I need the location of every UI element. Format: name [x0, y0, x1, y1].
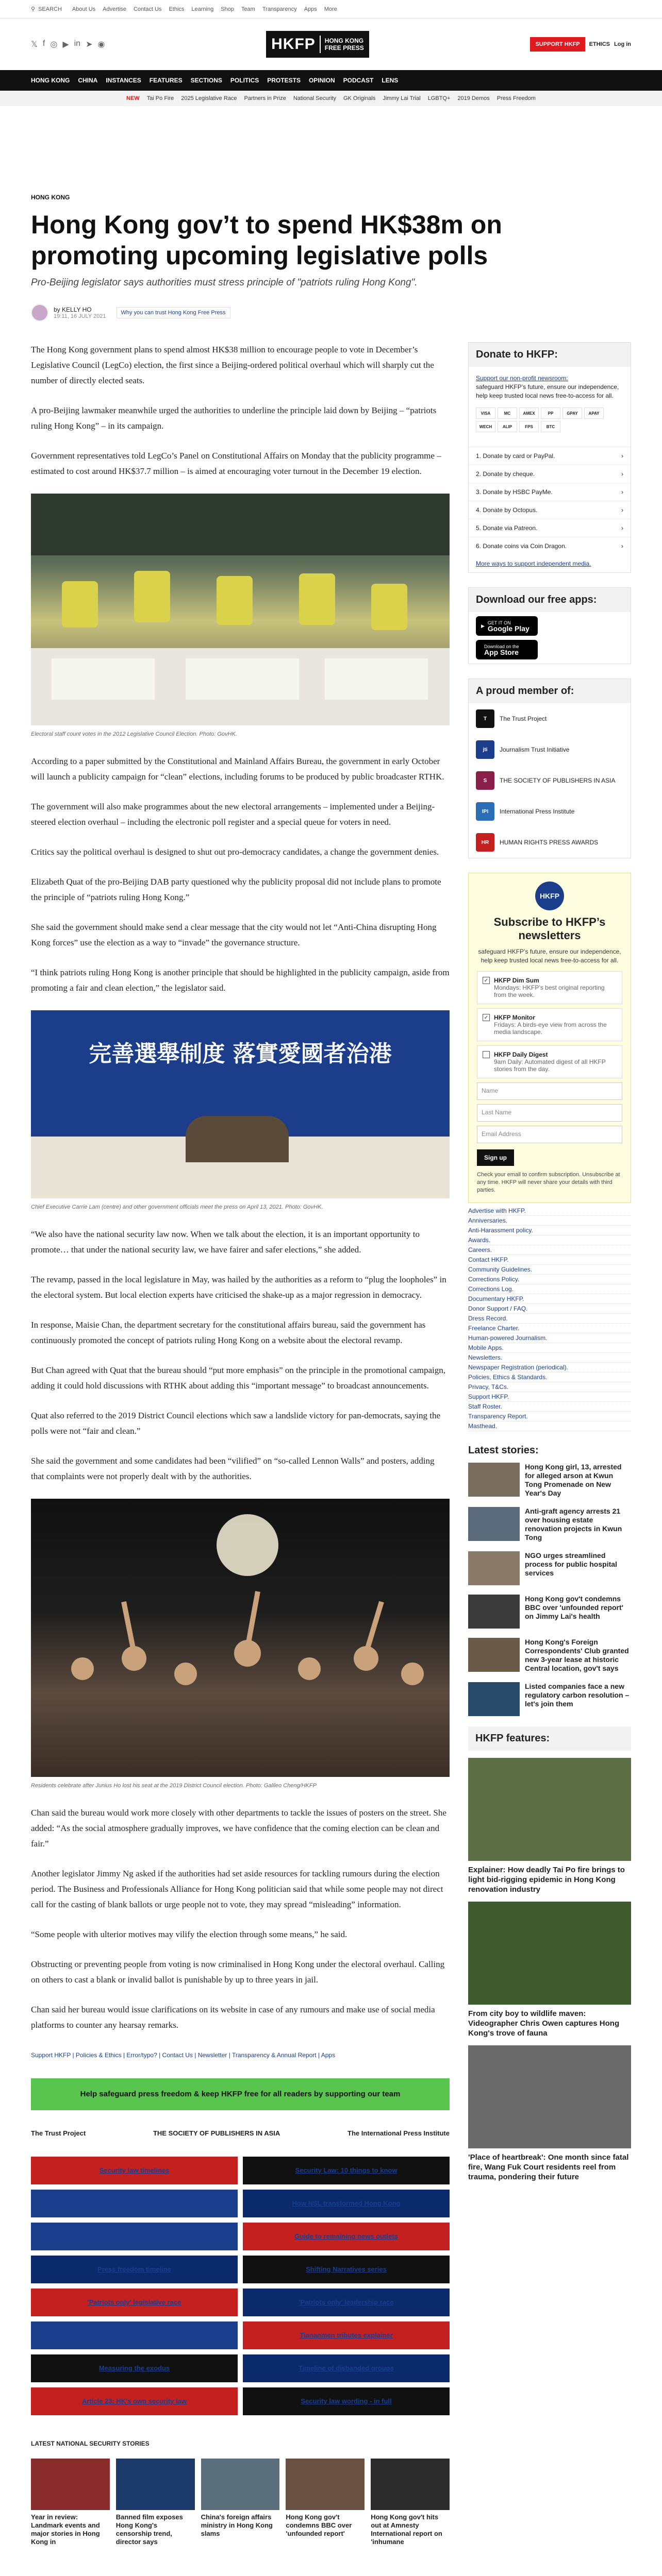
- utility-link[interactable]: Advertise: [103, 6, 127, 12]
- app-store-button[interactable]: Download on the App Store: [476, 640, 538, 659]
- publish-date: 19:11, 16 JULY 2021: [54, 313, 106, 319]
- donate-title: Donate to HKFP:: [469, 343, 631, 367]
- paragraph: In response, Maisie Chan, the department secretary for the constitutional affairs bureau, said the government has continuously promoted the concept of patriots ruling Hong Kong on a website about the electoral revamp.: [31, 1320, 426, 1345]
- tag-button[interactable]: New legal precedents under NSL: [31, 2223, 238, 2250]
- email-field[interactable]: Email Address: [477, 1126, 622, 1143]
- story-thumb: [468, 1595, 520, 1629]
- checkbox[interactable]: ✓: [483, 977, 490, 984]
- story-thumb: [468, 1682, 520, 1716]
- paragraph: She said the government and some candidates had been “vilified” on “so-called Lennon Walls” and posters, adding that complaints were not properly dealt with by the authorities.: [31, 1456, 435, 1481]
- payment-icon: VISA: [476, 408, 495, 419]
- why-trust-link[interactable]: Why you can trust Hong Kong Free Press: [117, 307, 230, 318]
- list-link[interactable]: Transparency Report.: [468, 1412, 631, 1421]
- list-link[interactable]: Community Guidelines.: [468, 1265, 631, 1275]
- telegram-icon[interactable]: ➤: [86, 40, 93, 49]
- payment-methods: [476, 408, 623, 432]
- donate-option[interactable]: 4. Donate by Octopus. ›: [469, 501, 631, 519]
- trending-link[interactable]: 2019 Demos: [457, 95, 490, 101]
- page-wrap: [31, 194, 631, 2546]
- trending-link[interactable]: GK Originals: [343, 95, 376, 101]
- explainer-tags: [31, 2157, 450, 2415]
- tag-button[interactable]: Security law timelines: [31, 2157, 238, 2184]
- features-title: HKFP features:: [468, 1726, 631, 1751]
- story-thumb: [468, 1551, 520, 1585]
- latest-title: Latest stories:: [468, 1445, 539, 1456]
- latest-story[interactable]: Hong Kong's Foreign Correspondents' Club granted new 3-year lease at historic Central location, gov't says: [468, 1638, 631, 1673]
- story-thumb: [468, 1463, 520, 1497]
- list-link[interactable]: Documentary HKFP.: [468, 1294, 631, 1304]
- feature-image: [468, 1758, 631, 1861]
- linkedin-icon[interactable]: in: [74, 39, 81, 48]
- feature-image: [468, 2045, 631, 2148]
- latest-story[interactable]: Hong Kong girl, 13, arrested for alleged arson at Kwun Tong Promenade on New Year's Day: [468, 1463, 631, 1498]
- photo-banner-text: 完善選舉制度 落實愛國者治港: [89, 1041, 392, 1067]
- lns-card[interactable]: [286, 2459, 365, 2546]
- newsletter-text: safeguard HKFP’s future, ensure our independence, help keep trusted local news free-to-access for all.: [478, 948, 621, 964]
- utility-link[interactable]: Team: [241, 6, 255, 12]
- utility-link[interactable]: More: [324, 6, 337, 12]
- photo-caption: Chief Executive Carrie Lam (centre) and other government officials meet the press on April 13, 2021. Photo: GovHK.: [31, 1204, 323, 1210]
- nav-item[interactable]: LENS: [382, 77, 399, 84]
- latest-story[interactable]: Listed companies face a new regulatory carbon resolution – let's join them: [468, 1682, 631, 1716]
- list-link[interactable]: Contact HKFP.: [468, 1255, 631, 1265]
- tag-button[interactable]: Guide to remaining news outlets: [243, 2223, 450, 2250]
- feature-card[interactable]: Explainer: How deadly Tai Po fire brings to light bid-rigging epidemic in Hong Kong renovation industry: [468, 1758, 631, 1894]
- ethics-link[interactable]: ETHICS: [589, 41, 610, 47]
- trending-link[interactable]: 2025 Legislative Race: [181, 95, 237, 101]
- checkbox[interactable]: ✓: [483, 1014, 490, 1021]
- trending-link[interactable]: Tai Po Fire: [146, 95, 174, 101]
- feature-card[interactable]: 'Place of heartbreak': One month since fatal fire, Wang Fuk Court residents reel from trauma, pondering their future: [468, 2045, 631, 2182]
- list-link[interactable]: Newspaper Registration (periodical).: [468, 1363, 631, 1372]
- paragraph: According to a paper submitted by the Constitutional and Mainland Affairs Bureau, the government in early October will launch a publicity campaign for “clean” elections, including forums to be produced by public broadcaster RTHK.: [31, 756, 444, 782]
- photo-caption: Electoral staff count votes in the 2012 Legislative Council Election. Photo: GovHK.: [31, 731, 237, 737]
- sidebar: [468, 342, 631, 2546]
- lns-thumb: [286, 2459, 365, 2510]
- list-link[interactable]: Freelance Charter.: [468, 1324, 631, 1333]
- lns-card[interactable]: [201, 2459, 280, 2546]
- paragraph: A pro-Beijing lawmaker meanwhile urged the authorities to underline the principle laid down by Beijing – “patriots ruling Hong Kong” – in its campaign.: [31, 405, 437, 431]
- chevron-right-icon: ›: [621, 470, 623, 478]
- paragraph: “Some people with ulterior motives may vilify the election through some means,” he said.: [31, 1929, 347, 1939]
- list-link[interactable]: Masthead.: [468, 1421, 631, 1431]
- trending-bar: [0, 91, 662, 106]
- tag-button[interactable]: Security law wording - in full: [243, 2387, 450, 2415]
- article-subtitle: Pro-Beijing legislator says authorities must stress principle of "patriots ruling Hong Kong".: [31, 277, 418, 288]
- donate-box: [468, 342, 631, 573]
- instagram-icon[interactable]: ◎: [50, 40, 58, 49]
- newsletter-option[interactable]: ✓ HKFP Monitor Fridays: A birds-eye view from across the media landscape.: [477, 1008, 622, 1041]
- photo-illustration: [31, 1499, 450, 1777]
- sopa-icon: S: [476, 771, 494, 790]
- donate-option[interactable]: 1. Donate by card or PayPal. ›: [469, 447, 631, 465]
- main-nav: [0, 70, 662, 91]
- search-icon: ⚲: [31, 6, 36, 12]
- facebook-icon[interactable]: f: [42, 39, 45, 48]
- member-logo[interactable]: HR HUMAN RIGHTS PRESS AWARDS: [469, 827, 631, 858]
- utility-link[interactable]: Apps: [304, 6, 317, 12]
- utility-link[interactable]: Ethics: [169, 6, 185, 12]
- hrpa-icon: HR: [476, 833, 494, 852]
- jti-icon: jti: [476, 740, 494, 759]
- list-link[interactable]: Careers.: [468, 1245, 631, 1255]
- paragraph: The revamp, passed in the local legislature in May, was hailed by the authorities as a reform to “plug the loopholes” in the electoral system. But local election experts have criticised the shake-up as a major regression in democracy.: [31, 1275, 446, 1300]
- chevron-right-icon: ›: [621, 524, 623, 532]
- trending-link[interactable]: Partners in Prize: [244, 95, 286, 101]
- apps-box: [468, 587, 631, 664]
- more-ways-link[interactable]: More ways to support independent media.: [476, 560, 591, 567]
- payment-icon: WECH: [476, 421, 495, 432]
- lns-title: China's foreign affairs ministry in Hong Kong slams: [201, 2513, 273, 2537]
- social-icons: [31, 39, 105, 49]
- chevron-right-icon: ›: [621, 506, 623, 514]
- list-link[interactable]: Privacy, T&Cs.: [468, 1382, 631, 1392]
- paragraph: Chan said the bureau would work more closely with other departments to tackle the issues of posters on the street. She added: “As the social atmosphere gradually improves, we have confidence that the coming election can be clean and fair.”: [31, 1808, 446, 1849]
- list-link[interactable]: Policies, Ethics & Standards.: [468, 1372, 631, 1382]
- payment-icon: PP: [541, 408, 560, 419]
- payment-icon: GPAY: [562, 408, 582, 419]
- lns-card[interactable]: [31, 2459, 110, 2546]
- trust-project-icon: T: [476, 709, 494, 728]
- article-category[interactable]: HONG KONG: [31, 194, 70, 201]
- utility-link[interactable]: Transparency: [262, 6, 297, 12]
- tag-button[interactable]: Security Law: 10 things to know: [243, 2157, 450, 2184]
- lns-thumb: [116, 2459, 195, 2510]
- article-body: [31, 342, 450, 2546]
- list-link[interactable]: Mobile Apps.: [468, 1343, 631, 1353]
- author-avatar: [31, 304, 48, 321]
- paragraph: “We also have the national security law now. When we talk about the election, it is an important opportunity to promote… that under the national security law, we have fairer and safer elections,” she added.: [31, 1229, 420, 1255]
- hkfp-logo-icon: HKFP: [535, 882, 564, 910]
- checkbox[interactable]: [483, 1051, 490, 1058]
- youtube-icon[interactable]: ▶: [62, 40, 69, 49]
- partner-logos: [31, 2121, 450, 2157]
- chevron-right-icon: ›: [621, 488, 623, 496]
- partner-sopa[interactable]: THE SOCIETY OF PUBLISHERS IN ASIA: [153, 2129, 280, 2137]
- tag-button[interactable]: Press freedom timeline: [31, 2256, 238, 2283]
- article-photo-vote-count: [31, 494, 450, 725]
- paragraph: Another legislator Jimmy Ng asked if the authorities had set aside resources for tackling rumours during the election period. The Business and Professionals Alliance for Hong Kong politician said that while some people may not direct call for the casting of blank ballots or urge people not to vote, they may spread “misleading” information.: [31, 1869, 443, 1909]
- chevron-right-icon: ›: [621, 452, 623, 460]
- apps-title: Download our free apps:: [469, 588, 631, 612]
- x-icon[interactable]: 𝕏: [31, 40, 38, 49]
- paragraph: Chan said her bureau would issue clarifications on its website in case of any rumours and make use of social media platforms to counter any hearsay remarks.: [31, 2005, 435, 2030]
- payment-icon: ALIP: [498, 421, 517, 432]
- list-link[interactable]: Anti-Harassment policy.: [468, 1226, 631, 1235]
- partner-trust-project[interactable]: The Trust Project: [31, 2129, 86, 2137]
- latest-story[interactable]: NGO urges streamlined process for public hospital services: [468, 1551, 631, 1585]
- article-title: Hong Kong gov’t to spend HK$38m on promoting upcoming legislative polls: [31, 210, 502, 270]
- tag-button[interactable]: Article 23: HK's own security law: [31, 2387, 238, 2415]
- donate-option[interactable]: 2. Donate by cheque. ›: [469, 465, 631, 483]
- feature-image: [468, 1902, 631, 2005]
- nav-item[interactable]: PROTESTS: [267, 77, 301, 84]
- lns-card[interactable]: [371, 2459, 450, 2546]
- nav-item[interactable]: FEATURES: [149, 77, 183, 84]
- latest-story[interactable]: Anti-graft agency arrests 21 over housing estate renovation projects in Kwun Tong: [468, 1507, 631, 1542]
- lns-title: Hong Kong gov't hits out at Amnesty International report on 'inhumane: [371, 2513, 442, 2546]
- payment-icon: FPS: [519, 421, 539, 432]
- utility-link[interactable]: Contact Us: [134, 6, 162, 12]
- support-button[interactable]: SUPPORT HKFP: [530, 37, 585, 52]
- member-logo[interactable]: S THE SOCIETY OF PUBLISHERS IN ASIA: [469, 765, 631, 796]
- lns-thumb: [371, 2459, 450, 2510]
- play-icon: ▶: [481, 623, 485, 629]
- paragraph: Obstructing or preventing people from voting is now criminalised in Hong Kong under the electoral overhaul. Calling on others to cast a blank or invalid ballot is punishable by up to three years in jail.: [31, 1959, 445, 1985]
- list-link[interactable]: Anniversaries.: [468, 1216, 631, 1226]
- payment-icon: AMEX: [519, 408, 539, 419]
- login-link[interactable]: Log in: [614, 41, 631, 47]
- lns-card[interactable]: [116, 2459, 195, 2546]
- list-link[interactable]: Dress Record.: [468, 1314, 631, 1324]
- nav-item[interactable]: INSTANCES: [106, 77, 141, 84]
- donate-text: safeguard HKFP’s future, ensure our independence, help keep trusted local news free-to-access for all.: [476, 383, 619, 399]
- partner-ipi[interactable]: The International Press Institute: [347, 2129, 450, 2137]
- trending-link[interactable]: Jimmy Lai Trial: [383, 95, 421, 101]
- trending-link[interactable]: Press Freedom: [496, 95, 536, 101]
- google-play-button[interactable]: ▶ GET IT ON Google Play: [476, 616, 538, 636]
- support-links[interactable]: Support HKFP | Policies & Ethics | Error/typo? | Contact Us | Newsletter | Transparency & Annual Report | Apps: [31, 2052, 336, 2059]
- footer-link-list: [468, 1203, 631, 1434]
- list-link[interactable]: Corrections Log.: [468, 1284, 631, 1294]
- lns-title: Year in review: Landmark events and major stories in Hong Kong in: [31, 2513, 100, 2546]
- tag-button[interactable]: How NSL transformed Hong Kong: [243, 2190, 450, 2217]
- lns-heading: LATEST NATIONAL SECURITY STORIES: [31, 2440, 150, 2447]
- tag-button[interactable]: Shifting Narratives series: [243, 2256, 450, 2283]
- utility-link[interactable]: About Us: [72, 6, 96, 12]
- lns-title: Banned film exposes Hong Kong's censorship trend, director says: [115, 2513, 183, 2546]
- lns-title: Hong Kong gov't condemns BBC over 'unfounded report': [286, 2513, 352, 2537]
- donate-option[interactable]: 5. Donate via Patreon. ›: [469, 519, 631, 537]
- paragraph: The Hong Kong government plans to spend almost HK$38 million to encourage people to vote in December’s Legislative Council (LegCo) election, the first since a Beijing-ordered political overhaul which will sharply cut the number of directly elected seats.: [31, 345, 434, 385]
- search-toggle[interactable]: ⚲ SEARCH: [31, 6, 62, 12]
- brand-header: [0, 19, 662, 70]
- article-photo-press-conference: [31, 1010, 450, 1198]
- story-thumb: [468, 1638, 520, 1672]
- list-link[interactable]: Advertise with HKFP.: [468, 1206, 631, 1216]
- list-link[interactable]: Human-powered Journalism.: [468, 1333, 631, 1343]
- nav-item[interactable]: CHINA: [78, 77, 98, 84]
- paragraph: Quat also referred to the 2019 District Council elections which saw a landslide victory for pan-democrats, saying the polls were not “fair and clean.”: [31, 1411, 441, 1436]
- paragraph: Elizabeth Quat of the pro-Beijing DAB party questioned why the publicity proposal did not include plans to promote the principle of “patriots ruling Hong Kong.”: [31, 877, 441, 902]
- member-logo[interactable]: jti Journalism Trust Initiative: [469, 734, 631, 765]
- header-actions: [530, 37, 631, 52]
- list-link[interactable]: Newsletters.: [468, 1353, 631, 1363]
- member-title: A proud member of:: [469, 679, 631, 703]
- payment-icon: MC: [498, 408, 517, 419]
- lns-thumb: [31, 2459, 110, 2510]
- nav-item[interactable]: OPINION: [308, 77, 335, 84]
- site-logo[interactable]: HKFP HONG KONG FREE PRESS: [266, 31, 369, 58]
- story-thumb: [468, 1507, 520, 1541]
- support-banner[interactable]: Help safeguard press freedom & keep HKFP free for all readers by supporting our team: [31, 2078, 450, 2110]
- chevron-right-icon: ›: [621, 543, 623, 550]
- tag-button[interactable]: Security Law Case Index: [31, 2190, 238, 2217]
- name-field[interactable]: Name: [477, 1082, 622, 1100]
- rss-icon[interactable]: ◉: [97, 40, 105, 49]
- nav-item[interactable]: PODCAST: [343, 77, 374, 84]
- article-photo-celebration: [31, 1499, 450, 1777]
- donate-option[interactable]: 6. Donate coins via Coin Dragon. ›: [469, 537, 631, 555]
- paragraph: But Chan agreed with Quat that the bureau should “put more emphasis” on the principle in the promotional campaign, adding it could hold discussions with RTHK about adding this “important message” to broadcast announcements.: [31, 1365, 445, 1391]
- trending-link[interactable]: LGBTQ+: [427, 95, 451, 101]
- newsletter-title: Subscribe to HKFP’s newsletters: [493, 916, 606, 942]
- newsletter-footnote: Check your email to confirm subscription. Unsubscribe at any time. HKFP will never share your details with third parties.: [477, 1172, 620, 1193]
- donate-link[interactable]: Support our non-profit newsroom:: [476, 375, 568, 382]
- byline: [31, 304, 631, 321]
- list-link[interactable]: Donor Support / FAQ.: [468, 1304, 631, 1314]
- newsletter-option[interactable]: HKFP Daily Digest 9am Daily: Automated digest of all HKFP stories from the day.: [477, 1045, 622, 1078]
- latest-story[interactable]: Hong Kong gov't condemns BBC over 'unfounded report' on Jimmy Lai's health: [468, 1595, 631, 1629]
- utility-link[interactable]: Shop: [221, 6, 234, 12]
- member-logo[interactable]: IPI International Press Institute: [469, 796, 631, 827]
- tag-button[interactable]: US sanctions explained: [31, 2321, 238, 2349]
- tag-button[interactable]: Measuring the exodus: [31, 2354, 238, 2382]
- newsletter-box: [468, 873, 631, 1203]
- nav-item[interactable]: POLITICS: [230, 77, 259, 84]
- tag-button[interactable]: 'Patriots only' leadership race: [243, 2289, 450, 2316]
- payment-icon: BTC: [541, 421, 560, 432]
- top-utility-bar: [0, 0, 662, 19]
- paragraph: Government representatives told LegCo’s Panel on Constitutional Affairs on Monday that the publicity programme – estimated to cost around HK$37.7 million – is aimed at encouraging voter turnout in the December 19 election.: [31, 451, 441, 476]
- list-link[interactable]: Corrections Policy.: [468, 1275, 631, 1284]
- tag-button[interactable]: 'Patriots only' legislative race: [31, 2289, 238, 2316]
- list-link[interactable]: Awards.: [468, 1235, 631, 1245]
- paragraph: Critics say the political overhaul is designed to shut out pro-democracy candidates, a change the government denies.: [31, 847, 439, 857]
- nav-item[interactable]: HONG KONG: [31, 77, 70, 84]
- feature-card[interactable]: From city boy to wildlife maven: Videographer Chris Owen captures Hong Kong's trove of fauna: [468, 1902, 631, 2038]
- new-badge: NEW: [126, 95, 140, 101]
- ipi-icon: IPI: [476, 802, 494, 821]
- tag-button[interactable]: Tiananmen tributes explainer: [243, 2321, 450, 2349]
- newsletter-option[interactable]: ✓ HKFP Dim Sum Mondays: HKFP’s best original reporting from the week.: [477, 971, 622, 1004]
- list-link[interactable]: Support HKFP.: [468, 1392, 631, 1402]
- utility-links: [72, 6, 337, 12]
- paragraph: The government will also make programmes about the new electoral arrangements – implemented under a Beijing-steered election overhaul – including the electronic poll register and a special queue for voters in need.: [31, 802, 435, 827]
- signup-button[interactable]: Sign up: [477, 1149, 514, 1166]
- photo-caption: Residents celebrate after Junius Ho lost his seat at the 2019 District Council election. Photo: Galileo Cheng/HKFP: [31, 1783, 317, 1789]
- utility-link[interactable]: Learning: [191, 6, 214, 12]
- photo-illustration: [31, 494, 450, 725]
- tag-button[interactable]: Timeline of disbanded groups: [243, 2354, 450, 2382]
- paragraph: “I think patriots ruling Hong Kong is another principle that should be highlighted in the publicity campaign, aside from promoting a fair and clean election,” the legislator said.: [31, 968, 450, 993]
- payment-icon: APAY: [584, 408, 604, 419]
- member-logo[interactable]: T The Trust Project: [469, 703, 631, 734]
- trending-link[interactable]: National Security: [293, 95, 336, 101]
- donate-option[interactable]: 3. Donate by HSBC PayMe. ›: [469, 483, 631, 501]
- photo-officials: [186, 1116, 289, 1162]
- lns-grid: [31, 2459, 450, 2546]
- author-name[interactable]: by KELLY HO: [54, 306, 92, 313]
- content-columns: [31, 342, 631, 2546]
- member-box: [468, 679, 631, 858]
- nav-item[interactable]: SECTIONS: [190, 77, 222, 84]
- paragraph: She said the government should make send a clear message that the city would not let “Anti-China disrupting Hong Kong forces” use the election as a way to “invade” the governance structure.: [31, 922, 437, 947]
- list-link[interactable]: Staff Roster.: [468, 1402, 631, 1412]
- lns-thumb: [201, 2459, 280, 2510]
- last-name-field[interactable]: Last Name: [477, 1104, 622, 1122]
